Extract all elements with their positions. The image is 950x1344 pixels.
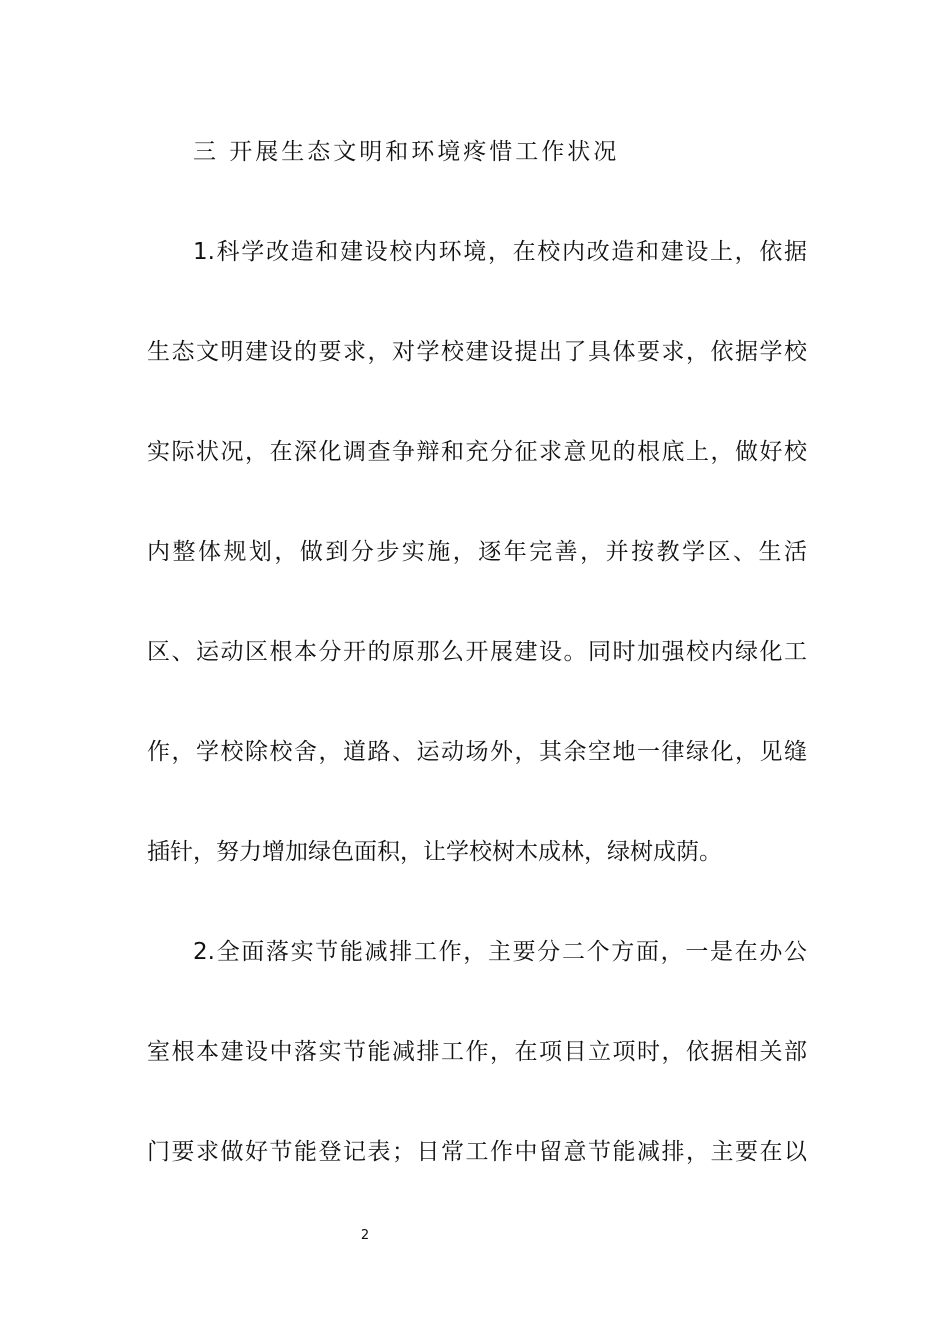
paragraph-1-line-1: 1.科学改造和建设校内环境，在校内改造和建设上，依据 — [193, 239, 807, 265]
section-heading: 三 开展生态文明和环境疼惜工作状况 — [193, 139, 620, 165]
paragraph-1-line-3: 实际状况，在深化调查争辩和充分征求意见的根底上，做好校 — [147, 439, 807, 465]
paragraph-2-line-1: 2.全面落实节能减排工作，主要分二个方面，一是在办公 — [193, 939, 807, 965]
page-number: 2 — [360, 1228, 370, 1243]
paragraph-1-line-2: 生态文明建设的要求，对学校建设提出了具体要求，依据学校 — [147, 339, 807, 365]
paragraph-1-line-6: 作，学校除校舍，道路、运动场外，其余空地一律绿化，见缝 — [147, 739, 807, 765]
paragraph-2-line-2: 室根本建设中落实节能减排工作，在项目立项时，依据相关部 — [147, 1039, 807, 1065]
paragraph-1-line-4: 内整体规划，做到分步实施，逐年完善，并按教学区、生活 — [147, 539, 807, 565]
paragraph-2-line-3: 门要求做好节能登记表；日常工作中留意节能减排，主要在以 — [147, 1139, 807, 1165]
paragraph-1-line-7: 插针，努力增加绿色面积，让学校树木成林，绿树成荫。 — [147, 839, 722, 865]
paragraph-1-line-5: 区、运动区根本分开的原那么开展建设。同时加强校内绿化工 — [147, 639, 807, 665]
